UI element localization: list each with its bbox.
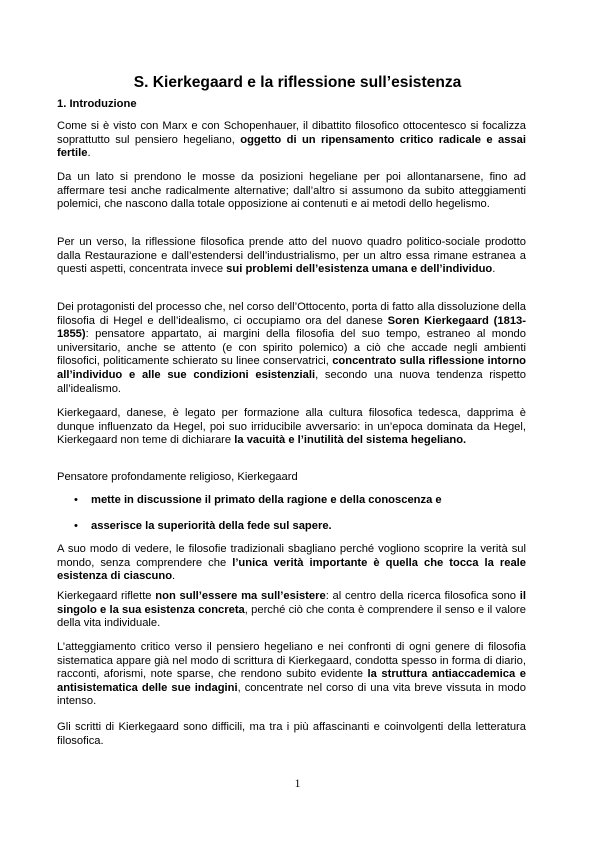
p8-text-c: : al centro della ricerca filosofica sono bbox=[325, 590, 520, 602]
p5-text-a: Kierkegaard, danese, è legato per formazione alla cultura filosofica tedesca, dapprima è dunque influenzato da Hegel, poi suo irriducibile avversario: in un’epoca dominata da Hegel, Kierkegaard non teme di dichiarare bbox=[57, 407, 526, 447]
p4-text-a: Dei protagonisti del processo che, nel corso dell’Ottocento, porta di fatto alla dissoluzione della filosofia di Hegel e dell’idealismo, ci occupiamo ora del danese bbox=[57, 301, 526, 327]
paragraph-4 bbox=[57, 301, 526, 396]
p8-text-e: , perché ciò che conta è comprendere il senso e il valore della vita individuale. bbox=[57, 603, 526, 630]
p8-text-a: Kierkegaard riflette bbox=[57, 590, 156, 602]
p8-bold-1: non sull’essere ma sull’esistere bbox=[155, 590, 326, 602]
p7-text-c: . bbox=[172, 570, 176, 583]
paragraph-9 bbox=[57, 641, 526, 709]
bullet-text-1: mette in discussione il primato della ragione e della conoscenza e bbox=[91, 494, 442, 506]
p4-bold-name: Soren Kierkegaard (1813-1855) bbox=[57, 314, 526, 341]
bullet-item-2 bbox=[57, 520, 526, 534]
section-heading: 1. Introduzione bbox=[57, 98, 137, 110]
bullet-item-1 bbox=[57, 494, 526, 508]
bullet-dot: • bbox=[74, 520, 78, 532]
p3-bold: sui problemi dell’esistenza umana e dell’individuo bbox=[226, 263, 493, 276]
p1-text-c: . bbox=[87, 147, 91, 160]
p4-bold-concept: concentrato sulla riflessione intorno all’individuo e alle sue condizioni esistenziali bbox=[57, 355, 526, 381]
paragraph-8 bbox=[57, 590, 526, 631]
paragraph-2: Da un lato si prendono le mosse da posizioni hegeliane per poi allontanarsene, fino ad affermare tesi anche radicalmente alternative; dall’altro si assumono da subito atteggiamenti polemici, che nascono dalla totale opposizione ai contenuti e ai metodi dello hegelismo. bbox=[57, 171, 526, 211]
p1-text-a: Come si è visto con Marx e con Schopenhauer, il dibattito filosofico ottocentesco si focalizza soprattutto sul pensiero hegeliano, bbox=[57, 120, 526, 146]
p4-text-e: , secondo una nuova tendenza rispetto all’idealismo. bbox=[57, 368, 526, 395]
p8-bold-2: il singolo e la sua esistenza concreta bbox=[57, 590, 526, 616]
paragraph-1 bbox=[57, 120, 526, 161]
p9-bold: la struttura antiaccademica e antisistematica delle sue indagini bbox=[57, 668, 526, 694]
paragraph-6: Pensatore profondamente religioso, Kierkegaard bbox=[57, 471, 298, 483]
paragraph-5 bbox=[57, 407, 526, 448]
p3-text-c: . bbox=[492, 263, 496, 276]
p9-text-c: , concentrate nel corso di una vita breve vissuta in modo intenso. bbox=[57, 681, 526, 708]
p3-text-a: Per un verso, la riflessione filosofica prende atto del nuovo quadro politico-sociale prodotto dalla Restaurazione e dall’estendersi dell’industrialismo, per un altro essa rimane estranea a questi aspetti, concentrata invece bbox=[57, 236, 526, 276]
paragraph-3 bbox=[57, 236, 526, 277]
paragraph-7 bbox=[57, 543, 526, 584]
p7-bold: l’unica verità importante è quella che tocca la reale esistenza di ciascuno bbox=[57, 556, 526, 583]
paragraph-10: Gli scritti di Kierkegaard sono difficili, ma tra i più affascinanti e coinvolgenti della letteratura filosofica. bbox=[57, 721, 526, 747]
p7-text-a: A suo modo di vedere, le filosofie tradizionali sbagliano perché vogliono scoprire la verità sul mondo, senza comprendere che bbox=[57, 543, 526, 569]
p1-bold: oggetto di un ripensamento critico radicale e assai fertile bbox=[57, 133, 526, 160]
p4-text-c: : pensatore appartato, ai margini della filosofia del suo tempo, estraneo al mondo universitario, anche se attento (e con spirito polemico) a ciò che accade negli ambienti filosofici, politicamente schierato su linee conservatrici, bbox=[57, 328, 526, 368]
bullet-dot: • bbox=[74, 494, 78, 506]
page-number: 1 bbox=[294, 778, 301, 790]
document-title: S. Kierkegaard e la riflessione sull’esistenza bbox=[133, 74, 462, 91]
bullet-text-2: asserisce la superiorità della fede sul sapere. bbox=[91, 520, 332, 532]
p9-text-a: L’atteggiamento critico verso il pensiero hegeliano e nei confronti di ogni genere di filosofia sistematica appare già nel modo di scrittura di Kierkegaard, condotta spesso in forma di diario, racconti, aforismi, note sparse, che rendono subito evidente bbox=[57, 641, 526, 681]
p5-bold: la vacuità e l’inutilità del sistema hegeliano. bbox=[234, 434, 467, 447]
